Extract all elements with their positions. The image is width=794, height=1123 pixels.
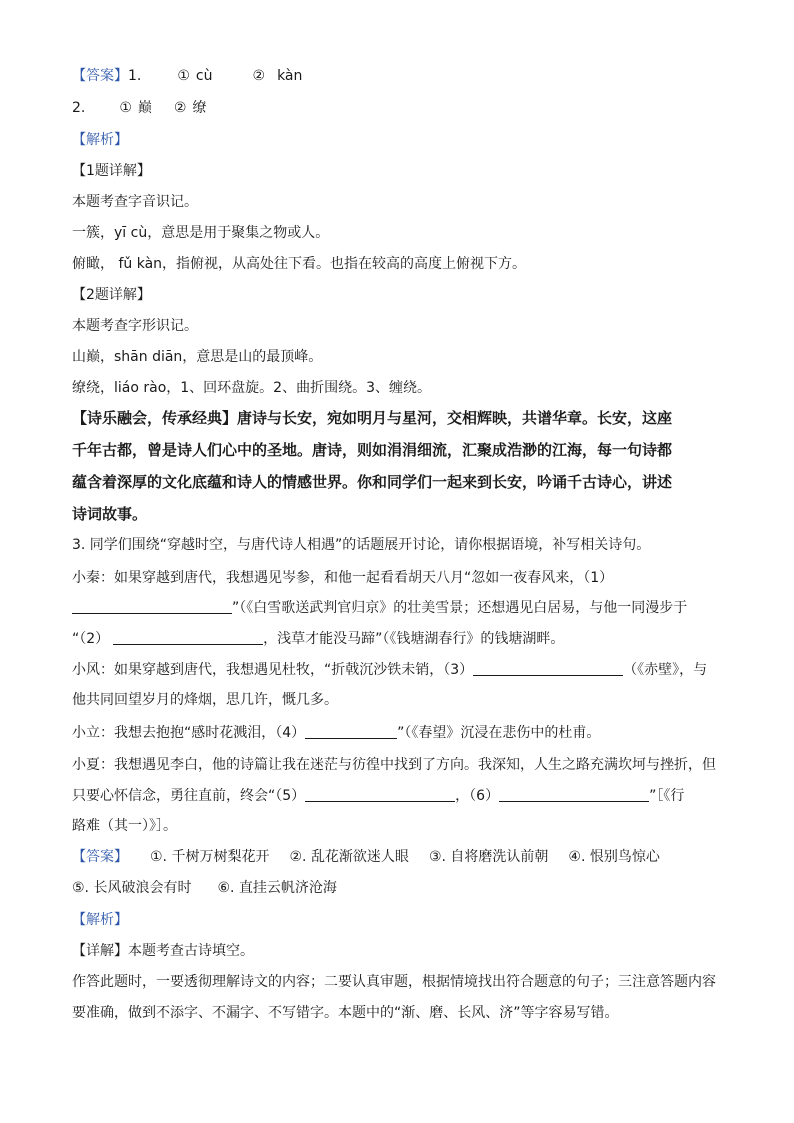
answer-number: 2.: [72, 100, 86, 116]
option-mark: ②: [252, 68, 266, 84]
answer-tag: 【答案】: [72, 68, 128, 84]
xiaoli-text: 小立：我想去抱抱“感时花溅泪，（4）: [72, 725, 306, 741]
q2-detail-line: 本题考查字形识记。: [72, 318, 198, 334]
xiaoxia-line: 路难（其一）》］。: [72, 818, 177, 834]
detail-3-line: [72, 943, 254, 959]
option-mark: ③.: [428, 849, 446, 865]
answer-1-line: [72, 68, 302, 84]
blank-label: “（2）: [72, 631, 110, 647]
xiaoqin-line: 小秦：如果穿越到唐代，我想遇见岑参，和他一起看看胡天八月“忽如一夜春风来，（1）: [72, 570, 614, 586]
analysis-label: 【解析】: [72, 132, 128, 148]
answer-2-line: [72, 100, 206, 116]
section-intro-line: 蕴含着深厚的文化底蕴和诗人的情感世界。你和同学们一起来到长安，吟诵千古诗心，讲述: [72, 473, 673, 491]
option-text: 缭: [192, 100, 207, 116]
q1-detail-line: 本题考查字音识记。: [72, 194, 198, 210]
xiaoli-line: [72, 725, 600, 741]
option-mark: ②.: [289, 849, 307, 865]
option-mark: ②: [173, 100, 187, 116]
option-text: 直挂云帆济沧海: [238, 880, 337, 896]
section-intro-line: [72, 410, 672, 426]
answer-3-row: [72, 849, 660, 865]
detail-3-line: 要准确，做到不添字、不漏字、不写错字。本题中的“渐、磨、长风、济”等字容易写错。: [72, 1005, 619, 1021]
q2-detail-line: 山巅，shān diān，意思是山的最顶峰。: [72, 349, 323, 365]
option-mark: ①: [177, 68, 190, 84]
section-heading: 【诗乐融会，传承经典】: [72, 409, 238, 427]
xiaofeng-text: （《赤壁》，与: [623, 662, 708, 678]
option-text: kàn: [277, 68, 303, 84]
fill-blank-3: [473, 662, 623, 676]
detail-title: 【详解】: [72, 943, 128, 959]
option-mark: ④.: [568, 849, 586, 865]
section-intro-line: 诗词故事。: [72, 505, 148, 523]
detail-3-line: 作答此题时，一要透彻理解诗文的内容；二要认真审题，根据情境找出符合题意的句子；三注意答题内容: [72, 974, 716, 990]
xiaoli-text: ”（《春望》沉浸在悲伤中的杜甫。: [397, 725, 601, 741]
q1-detail-line: 俯瞰， fǔ kàn，指俯视，从高处往下看。也指在较高的高度上俯视下方。: [72, 256, 527, 272]
detail-text: 本题考查古诗填空。: [128, 943, 254, 959]
option-text: 自将磨洗认前朝: [450, 849, 549, 865]
analysis-label: 【解析】: [72, 912, 128, 928]
fill-blank-5: [305, 788, 455, 802]
xiaoxia-text: 只要心怀信念，勇往直前，终会“（5）: [72, 788, 306, 804]
q1-detail-line: 一簇，yī cù，意思是用于聚集之物或人。: [72, 225, 330, 241]
option-mark: ⑤.: [72, 880, 90, 896]
fill-blank-2: [113, 631, 263, 645]
xiaoqin-line: [72, 600, 687, 616]
option-text: 恨别鸟惊心: [589, 849, 660, 865]
option-text: 巅: [137, 100, 152, 116]
xiaofeng-line: [72, 662, 707, 678]
q1-detail-title: 【1题详解】: [72, 163, 151, 179]
option-text: 长风破浪会有时: [93, 880, 192, 896]
option-text: 千树万树梨花开: [171, 849, 270, 865]
answer-3-row: [72, 880, 337, 896]
option-text: 乱花渐欲迷人眼: [310, 849, 409, 865]
xiaoxia-line: 小夏：我想遇见李白，他的诗篇让我在迷茫与彷徨中找到了方向。我深知，人生之路充满坎坷与挫折，但: [72, 757, 716, 773]
xiaoxia-text: ”［《行: [649, 788, 685, 804]
xiaoxia-line: [72, 788, 684, 804]
xiaoqin-line: [72, 631, 564, 647]
answer-number: 1.: [128, 68, 142, 84]
answer-tag: 【答案】: [72, 849, 128, 865]
option-mark: ⑥.: [217, 880, 235, 896]
option-mark: ①: [119, 100, 132, 116]
option-mark: ①.: [150, 849, 168, 865]
fill-blank-6: [499, 788, 649, 802]
section-text: 唐诗与长安，宛如明月与星河，交相辉映，共谱华章。长安，这座: [237, 409, 673, 427]
fill-blank-1: [72, 600, 232, 614]
question-3-prompt: 3. 同学们围绕“穿越时空，与唐代诗人相遇”的话题展开讨论，请你根据语境，补写相关诗句。: [72, 537, 651, 553]
xiaofeng-text: 小风：如果穿越到唐代，我想遇见杜牧，“折戟沉沙铁未销，（3）: [72, 662, 474, 678]
fill-blank-4: [305, 725, 397, 739]
blank-label: ，（6）: [455, 788, 500, 804]
xiaofeng-line: 他共同回望岁月的烽烟，思几许，慨几多。: [72, 692, 338, 708]
section-intro-line: 千年古都，曾是诗人们心中的圣地。唐诗，则如涓涓细流，汇聚成浩渺的江海，每一句诗都: [72, 441, 673, 459]
xiaoqin-text: ，浅草才能没马蹄”（《钱塘湖春行》的钱塘湖畔。: [263, 631, 565, 647]
q2-detail-title: 【2题详解】: [72, 287, 151, 303]
option-text: cù: [195, 68, 213, 84]
q2-detail-line: 缭绕，liáo rào，1、回环盘旋。2、曲折围绕。3、缠绕。: [72, 380, 431, 396]
xiaoqin-text: ”（《白雪歌送武判官归京》的壮美雪景；还想遇见白居易，与他一同漫步于: [232, 600, 688, 616]
